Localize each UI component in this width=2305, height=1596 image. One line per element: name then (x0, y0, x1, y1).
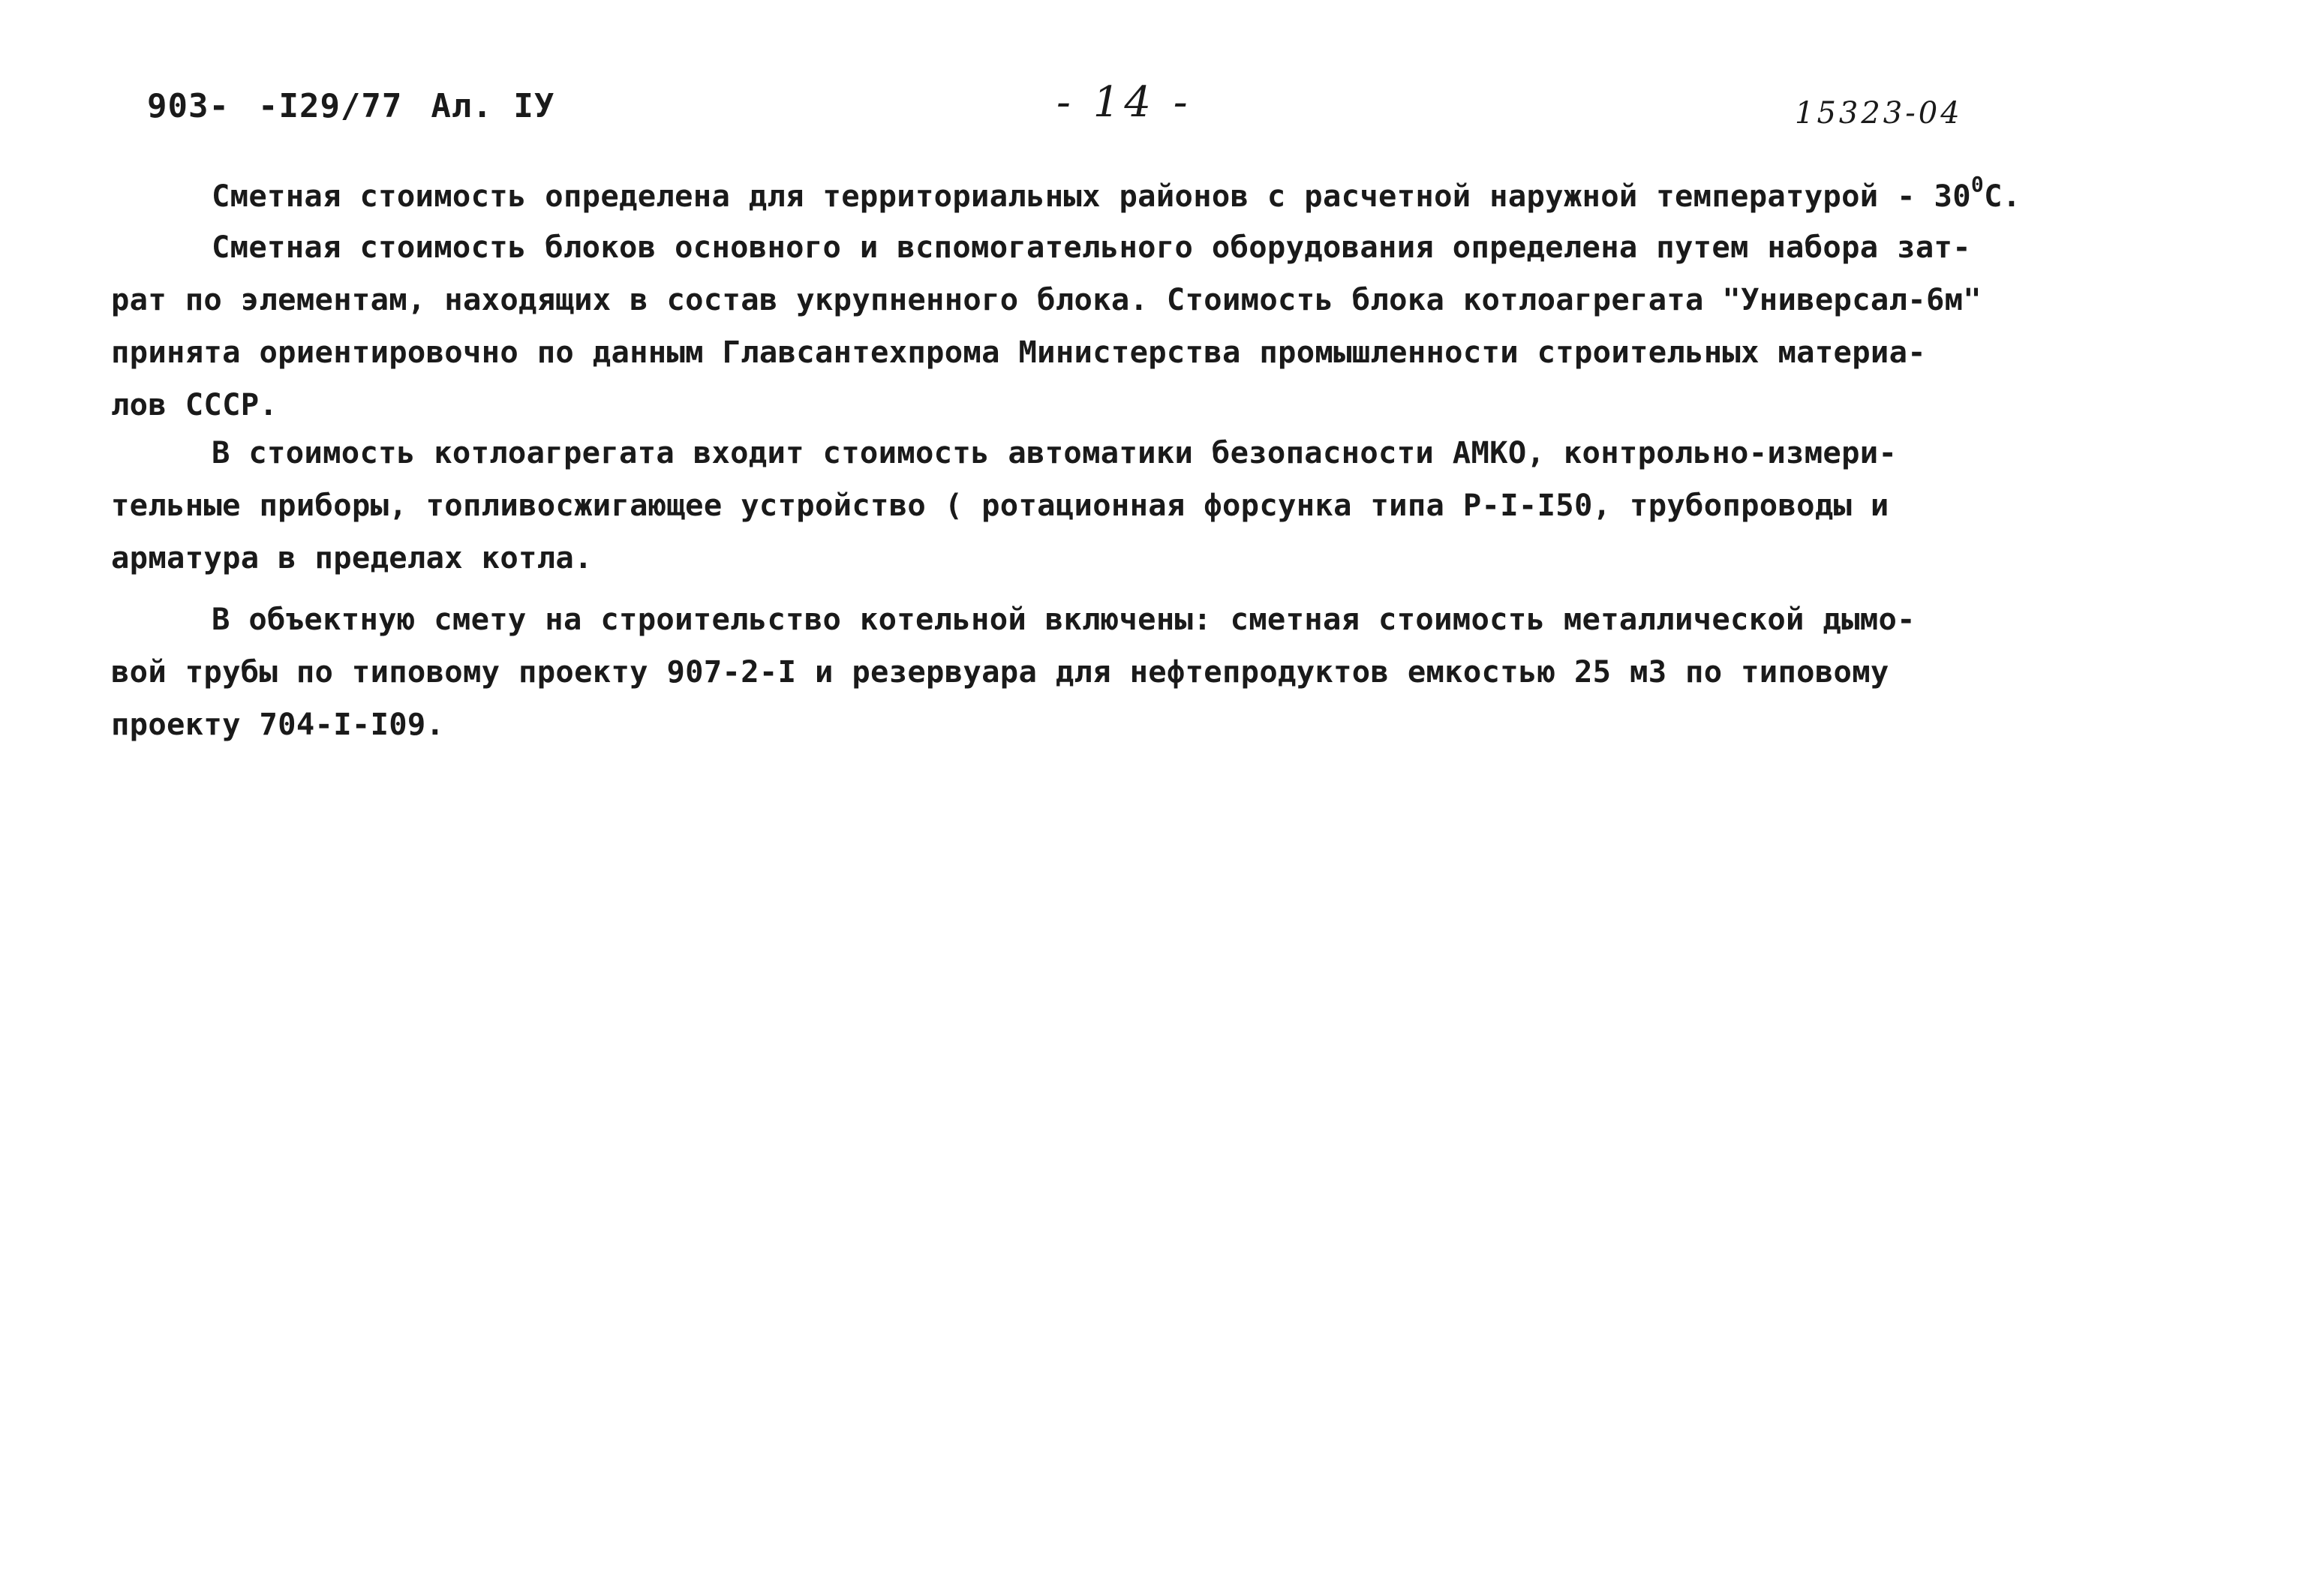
paragraph-block-costs (111, 221, 2257, 431)
text-line: лов СССР. (111, 386, 278, 422)
paragraph-estimate-temperature (111, 170, 2257, 222)
text-line: тельные приборы, топливосжигающее устройство ( ротационная форсунка типа Р-I-I50, трубопроводы и (111, 487, 1889, 523)
text-line: проекту 704-I-I09. (111, 706, 445, 742)
archive-number: 15323-04 (1795, 96, 1963, 131)
text-line: В объектную смету на строительство котельной включены: сметная стоимость металлической дымо- (212, 601, 1916, 637)
text-line: принята ориентировочно по данным Главсантехпрома Министерства промышленности строительных материа- (111, 334, 1926, 370)
text-line: Сметная стоимость блоков основного и вспомогательного оборудования определена путем набора зат- (212, 229, 1971, 265)
text-line: арматура в пределах котла. (111, 540, 593, 576)
header-doc-id (147, 87, 583, 125)
text-line: вой трубы по типовому проекту 907-2-I и резервуара для нефтепродуктов емкостью 25 м3 по типовому (111, 654, 1889, 690)
page-number: - 14 - (1056, 78, 1192, 127)
text-line: В стоимость котлоагрегата входит стоимость автоматики безопасности АМКО, контрольно-измери- (212, 434, 1898, 470)
doc-number: -I29/77 (257, 87, 403, 125)
doc-code: 903- (147, 87, 230, 125)
paragraph-object-estimate (111, 593, 2257, 750)
degree-superscript: 0 (1970, 172, 1985, 197)
line-text: Сметная стоимость определена для территориальных районов с расчетной наружной температурой - 30 (212, 178, 1971, 214)
line-text-end: С. (1984, 178, 2021, 214)
album-label: Ал. IУ (431, 87, 555, 125)
text-line: рат по элементам, находящих в состав укрупненного блока. Стоимость блока котлоагрегата "Универсал-6м" (111, 281, 1982, 317)
paragraph-boiler-automation (111, 426, 2257, 584)
text-line (111, 170, 2257, 222)
